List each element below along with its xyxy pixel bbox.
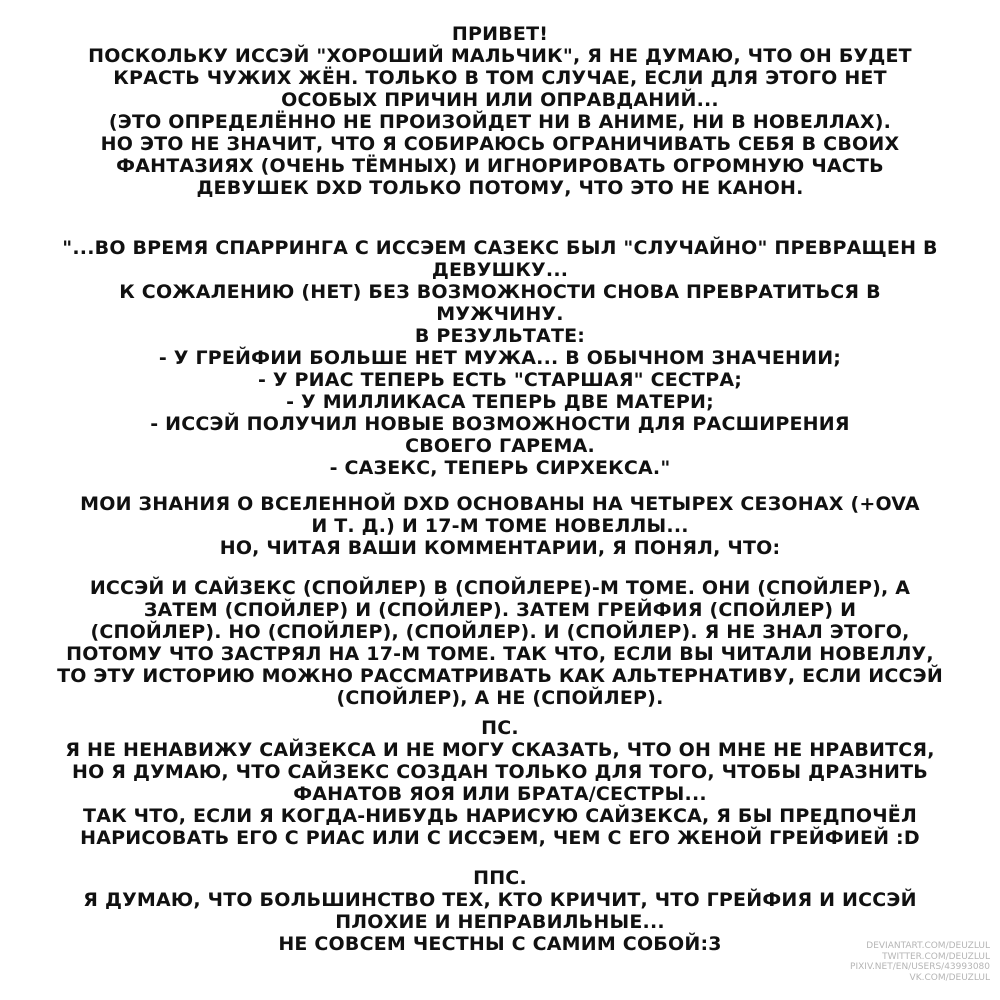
pps-line: НЕ СОВСЕМ ЧЕСТНЫ С САМИМ СОБОЙ:3 (278, 933, 722, 955)
quote-list-item: - У РИАС ТЕПЕРЬ ЕСТЬ "СТАРШАЯ" СЕСТРА; (257, 369, 743, 391)
quote-list-item: - ИССЭЙ ПОЛУЧИЛ НОВЫЕ ВОЗМОЖНОСТИ ДЛЯ РАСШИРЕНИЯ (150, 413, 850, 435)
knowledge-line: НО, ЧИТАЯ ВАШИ КОММЕНТАРИИ, Я ПОНЯЛ, ЧТО: (219, 537, 781, 559)
twitter-link: TWITTER.COM/DEUZLUL (882, 951, 990, 962)
knowledge-line: МОИ ЗНАНИЯ О ВСЕЛЕННОЙ DXD ОСНОВАНЫ НА ЧЕТЫРЕХ СЕЗОНАХ (+OVA (80, 493, 920, 515)
quote-paragraph (20, 237, 980, 479)
ps-line: Я НЕ НЕНАВИЖУ САЙЗЕКСА И НЕ МОГУ СКАЗАТЬ, ЧТО ОН МНЕ НЕ НРАВИТСЯ, (65, 739, 935, 761)
spoilers-line: ЗАТЕМ (СПОЙЛЕР) И (СПОЙЛЕР). ЗАТЕМ ГРЕЙФИЯ (СПОЙЛЕР) И (143, 599, 857, 621)
spoilers-line: ТО ЭТУ ИСТОРИЮ МОЖНО РАССМАТРИВАТЬ КАК АЛЬТЕРНАТИВУ, ЕСЛИ ИССЭЙ (57, 665, 943, 687)
ps-line: ТАК ЧТО, ЕСЛИ Я КОГДА-НИБУДЬ НАРИСУЮ САЙЗЕКСА, Я БЫ ПРЕДПОЧЁЛ (83, 805, 917, 827)
ps-line: ФАНАТОВ ЯОЯ ИЛИ БРАТА/СЕСТРЫ... (293, 783, 707, 805)
quote-list-item: - У МИЛЛИКАСА ТЕПЕРЬ ДВЕ МАТЕРИ; (286, 391, 714, 413)
spoilers-line: ИССЭЙ И САЙЗЕКС (СПОЙЛЕР) В (СПОЙЛЕРЕ)-М ТОМЕ. ОНИ (СПОЙЛЕР), А (89, 577, 911, 599)
vk-link: VK.COM/DEUZLUL (909, 972, 990, 983)
quote-list-item: - У ГРЕЙФИИ БОЛЬШЕ НЕТ МУЖА... В ОБЫЧНОМ ЗНАЧЕНИИ; (158, 347, 842, 369)
quote-line: "...ВО ВРЕМЯ СПАРРИНГА С ИССЭЕМ САЗЕКС БЫЛ "СЛУЧАЙНО" ПРЕВРАЩЕН В (62, 237, 938, 259)
intro-line: ДЕВУШЕК DXD ТОЛЬКО ПОТОМУ, ЧТО ЭТО НЕ КАНОН. (196, 177, 804, 199)
spoilers-paragraph (20, 577, 980, 709)
intro-line: ФАНТАЗИЯХ (ОЧЕНЬ ТЁМНЫХ) И ИГНОРИРОВАТЬ ОГРОМНУЮ ЧАСТЬ (116, 155, 884, 177)
knowledge-line: И Т. Д.) И 17-М ТОМЕ НОВЕЛЛЫ... (311, 515, 689, 537)
quote-line: ДЕВУШКУ... (431, 259, 569, 281)
pixiv-link: PIXIV.NET/EN/USERS/43993080 (850, 962, 990, 972)
ps-paragraph (20, 717, 980, 849)
intro-line: КРАСТЬ ЧУЖИХ ЖЁН. ТОЛЬКО В ТОМ СЛУЧАЕ, ЕСЛИ ДЛЯ ЭТОГО НЕТ (113, 67, 887, 89)
pps-heading: ППС. (473, 867, 527, 889)
spoilers-line: (СПОЙЛЕР), А НЕ (СПОЙЛЕР). (336, 687, 664, 709)
quote-line: В РЕЗУЛЬТАТЕ: (414, 325, 586, 347)
ps-line: НО Я ДУМАЮ, ЧТО САЙЗЕКС СОЗДАН ТОЛЬКО ДЛЯ ТОГО, ЧТОБЫ ДРАЗНИТЬ (72, 761, 928, 783)
spoilers-line: (СПОЙЛЕР). НО (СПОЙЛЕР), (СПОЙЛЕР). И (СПОЙЛЕР). Я НЕ ЗНАЛ ЭТОГО, (90, 621, 910, 643)
greeting-line: ПРИВЕТ! (451, 23, 549, 45)
ps-heading: ПС. (481, 717, 519, 739)
knowledge-paragraph (20, 493, 980, 559)
ps-line: НАРИСОВАТЬ ЕГО С РИАС ИЛИ С ИССЭЕМ, ЧЕМ С ЕГО ЖЕНОЙ ГРЕЙФИЕЙ :D (80, 827, 920, 849)
pps-line: Я ДУМАЮ, ЧТО БОЛЬШИНСТВО ТЕХ, КТО КРИЧИТ, ЧТО ГРЕЙФИЯ И ИССЭЙ (83, 889, 917, 911)
quote-list-item: - САЗЕКС, ТЕПЕРЬ СИРХЕКСА." (329, 457, 671, 479)
quote-list-item: СВОЕГО ГАРЕМА. (405, 435, 595, 457)
author-watermark (770, 941, 990, 983)
intro-paragraph (20, 23, 980, 199)
quote-line: МУЖЧИНУ. (436, 303, 564, 325)
intro-line: НО ЭТО НЕ ЗНАЧИТ, ЧТО Я СОБИРАЮСЬ ОГРАНИЧИВАТЬ СЕБЯ В СВОИХ (100, 133, 900, 155)
quote-line: К СОЖАЛЕНИЮ (НЕТ) БЕЗ ВОЗМОЖНОСТИ СНОВА ПРЕВРАТИТЬСЯ В (119, 281, 881, 303)
pps-line: ПЛОХИЕ И НЕПРАВИЛЬНЫЕ... (335, 911, 665, 933)
deviantart-link: DEVIANTART.COM/DEUZLUL (866, 941, 990, 951)
intro-line: ОСОБЫХ ПРИЧИН ИЛИ ОПРАВДАНИЙ... (281, 89, 719, 111)
intro-line: ПОСКОЛЬКУ ИССЭЙ "ХОРОШИЙ МАЛЬЧИК", Я НЕ ДУМАЮ, ЧТО ОН БУДЕТ (88, 45, 912, 67)
spoilers-line: ПОТОМУ ЧТО ЗАСТРЯЛ НА 17-М ТОМЕ. ТАК ЧТО, ЕСЛИ ВЫ ЧИТАЛИ НОВЕЛЛУ, (66, 643, 934, 665)
intro-line: (ЭТО ОПРЕДЕЛЁННО НЕ ПРОИЗОЙДЕТ НИ В АНИМЕ, НИ В НОВЕЛЛАХ). (108, 111, 892, 133)
